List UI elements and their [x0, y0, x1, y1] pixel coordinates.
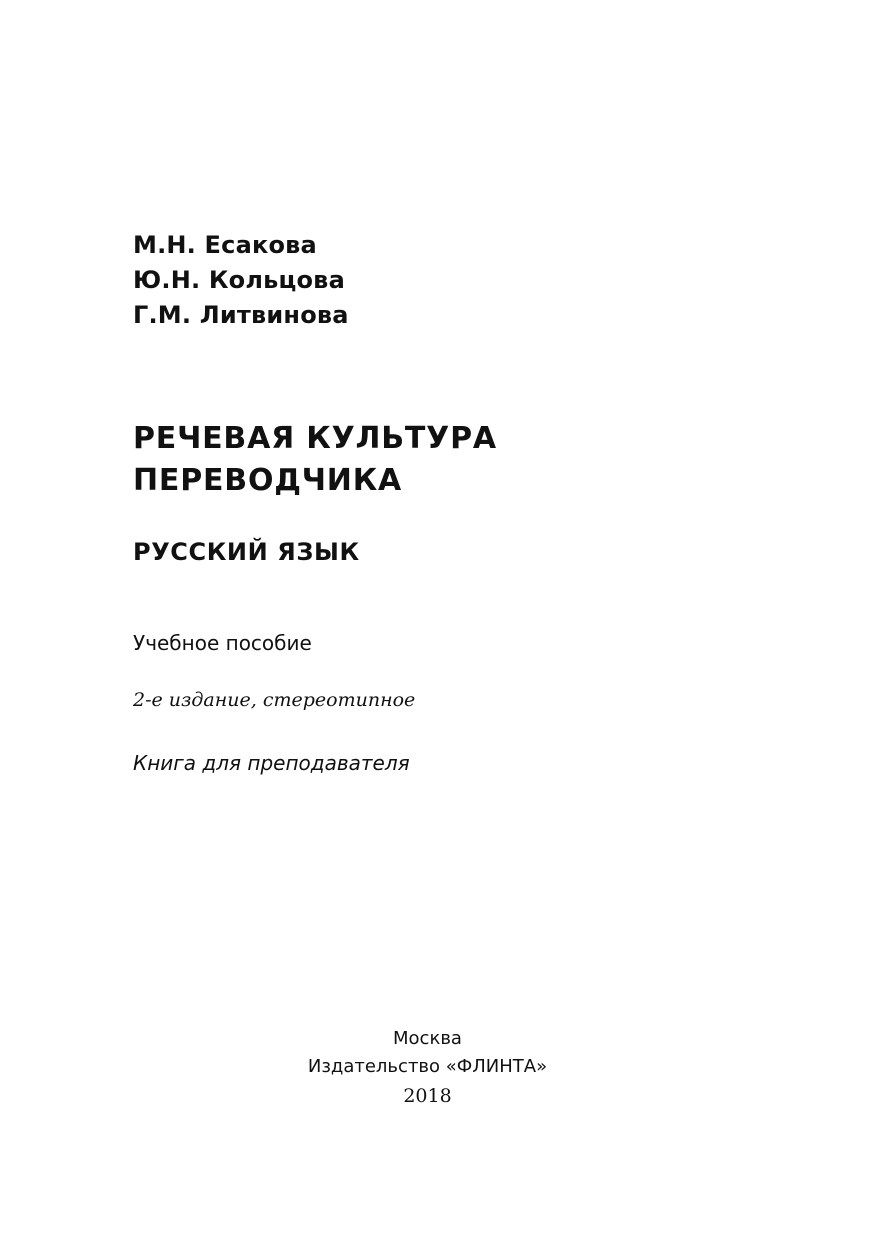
publisher-name: Издательство «ФЛИНТА»: [307, 1056, 548, 1077]
book-title: [133, 418, 773, 502]
author-name: Ю.Н. Кольцова: [133, 266, 345, 294]
author-name: Г.М. Литвинова: [133, 301, 349, 329]
publication-year: 2018: [403, 1085, 452, 1107]
author-list: [133, 228, 349, 333]
book-title-line: РЕЧЕВАЯ КУЛЬТУРА: [133, 421, 497, 456]
edition-note: 2-е издание, стереотипное: [133, 689, 416, 711]
imprint: [0, 1025, 855, 1111]
publication-city: Москва: [393, 1028, 462, 1049]
audience-note: Книга для преподавателя: [133, 751, 410, 775]
author-name: М.Н. Есакова: [133, 231, 317, 259]
book-type: Учебное пособие: [133, 631, 312, 655]
book-subtitle: РУССКИЙ ЯЗЫК: [133, 538, 360, 566]
book-title-line: ПЕРЕВОДЧИКА: [133, 463, 403, 498]
